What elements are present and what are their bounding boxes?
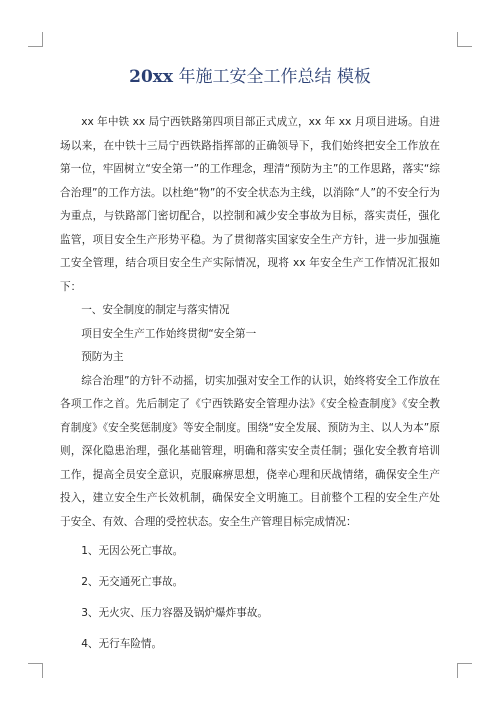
goal-item: 1、无因公死亡事故。 — [81, 545, 184, 557]
crop-mark-bottom-right — [457, 663, 472, 678]
intro-paragraph: xx 年中铁 xx 局宁西铁路第四项目部正式成立，xx 年 xx 月项目进场。自进场以来，在中铁十三局宁西铁路指挥部的正确领导下，我们始终把安全工作放在第一位，牢固树立“安全第一”的工作理念，理清“预防为主”的工作思路，落实“综合治理”的工作方法。以杜绝“物”的不安全状态为主线，以消除“人”的不安全行为为重点，与铁路部门密切配合，以控制和减少安全事故为目标，落实责任，强化监管，项目安全生产形势平稳。为了贯彻落实国家安全生产方针，进一步加强施工安全管理，结合项目安全生产实际情况，现将 xx 年安全生产工作情况汇报如下： — [60, 116, 440, 293]
document-title — [0, 62, 500, 87]
policy-line-2: 预防为主 — [81, 351, 124, 363]
policy-paragraph: 综合治理”的方针不动摇，切实加强对安全工作的认识，始终将安全工作放在各项工作之首。先后制定了《宁西铁路安全管理办法》《安全检查制度》《安全教育制度》《安全奖惩制度》等安全制度。围绕“安全发展、预防为主、以人为本”原则，深化隐患治理，强化基础管理，明确和落实安全责任制；强化安全教育培训工作，提高全员安全意识，克服麻痹思想，侥幸心理和厌战情绪，确保安全生产投入，建立安全生产长效机制，确保安全文明施工。目前整个工程的安全生产处于安全、有效、合理的受控状态。安全生产管理目标完成情况： — [60, 374, 440, 528]
crop-mark-top-right — [457, 32, 472, 47]
document-body — [60, 111, 440, 660]
title-year: 20xx — [129, 67, 174, 87]
goal-item: 2、无交通死亡事故。 — [81, 576, 184, 588]
goal-item: 3、无火灾、压力容器及锅炉爆炸事故。 — [81, 607, 269, 619]
crop-mark-top-left — [28, 32, 43, 47]
title-text: 年施工安全工作总结 模板 — [173, 67, 371, 87]
goal-item: 4、无行车险情。 — [81, 638, 163, 650]
section-heading: 一、安全制度的制定与落实情况 — [81, 304, 230, 316]
crop-mark-bottom-left — [28, 663, 43, 678]
policy-line-1: 项目安全生产工作始终贯彻“安全第一 — [81, 327, 257, 340]
